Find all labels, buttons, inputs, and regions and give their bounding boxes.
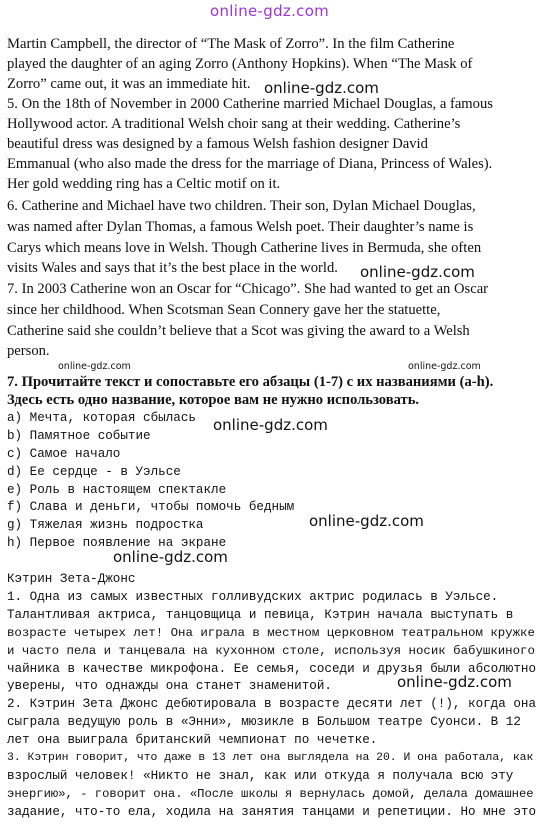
- task-heading-line2: Здесь есть одно название, которое вам не нужно использовать.: [7, 392, 420, 408]
- text-line: задание, что-то ела, ходила на занятия танцами и репетиции. Но мне это: [7, 805, 537, 819]
- task-heading-line1: 7. Прочитайте текст и сопоставьте его абзацы (1-7) с их названиями (a-h).: [7, 374, 494, 390]
- text-line: 6. Catherine and Michael have two children. Their son, Dylan Michael Douglas,: [7, 198, 476, 214]
- option-b: b) Памятное событие: [7, 429, 151, 443]
- watermark: online-gdz.com: [264, 79, 379, 97]
- watermark: online-gdz.com: [408, 361, 481, 372]
- text-line: 1. Одна из самых известных голливудских актрис родилась в Уэльсе.: [7, 590, 499, 604]
- text-line: played the daughter of an aging Zorro (Anthony Hopkins). When “The Mask of: [7, 56, 473, 72]
- text-line: 2. Кэтрин Зета Джонс дебютировала в возрасте десяти лет (!), когда она: [7, 697, 537, 711]
- option-c: c) Самое начало: [7, 447, 121, 461]
- text-line: Zorro” came out, it was an immediate hit.: [7, 76, 251, 92]
- text-line: энергию», - говорит она. «После школы я вернулась домой, делала домашнее: [7, 787, 534, 801]
- text-line: Her gold wedding ring has a Celtic motif on it.: [7, 176, 281, 192]
- text-line: чайника в качестве микрофона. Ее семья, соседи и друзья были абсолютно: [7, 662, 537, 676]
- option-d: d) Ее сердце - в Уэльсе: [7, 465, 181, 479]
- option-e: e) Роль в настоящем спектакле: [7, 483, 227, 497]
- text-line: уверены, что однажды она станет знаменитой.: [7, 679, 332, 693]
- text-line: beautiful dress was designed by a famous Welsh fashion designer David: [7, 136, 428, 152]
- option-h: h) Первое появление на экране: [7, 536, 227, 550]
- text-line: Emmanual (who also made the dress for the marriage of Diana, Princess of Wales).: [7, 156, 493, 172]
- text-line: взрослый человек! «Никто не знал, как или откуда я получала всю эту: [7, 769, 514, 783]
- text-line: Martin Campbell, the director of “The Mask of Zorro”. In the film Catherine: [7, 36, 455, 52]
- watermark: online-gdz.com: [397, 673, 512, 691]
- text-line: was named after Dylan Thomas, a famous Welsh poet. Their daughter’s name is: [7, 219, 474, 235]
- watermark: online-gdz.com: [360, 263, 475, 281]
- text-line: Carys which means love in Welsh. Though Catherine lives in Bermuda, she often: [7, 240, 482, 256]
- text-line: 7. In 2003 Catherine won an Oscar for “Chicago”. She had wanted to get an Oscar: [7, 281, 489, 297]
- text-line: и часто пела и танцевала на кухонном столе, используя носик бабушкиного: [7, 644, 535, 658]
- text-line: Catherine said she couldn’t believe that a Scot was giving the award to a Welsh: [7, 323, 470, 339]
- text-line: visits Wales and says that it’s the best place in the world.: [7, 260, 338, 276]
- option-g: g) Тяжелая жизнь подростка: [7, 518, 204, 532]
- text-line: since her childhood. When Scotsman Sean Connery gave her the statuette,: [7, 302, 441, 318]
- text-line: лет она выиграла британский чемпионат по чечетке.: [7, 733, 378, 747]
- watermark: online-gdz.com: [113, 548, 228, 566]
- watermark: online-gdz.com: [309, 512, 424, 530]
- text-line: возрасте четырех лет! Она играла в местном церковном театральном кружке: [7, 626, 535, 640]
- text-line: сыграла ведущую роль в «Энни», мюзикле в Большом театре Суонси. В 12: [7, 715, 521, 729]
- text-line: Талантливая актриса, танцовщица и певица, Кэтрин начала выступать в: [7, 608, 514, 622]
- text-line: 3. Кэтрин говорит, что даже в 13 лет она выглядела на 20. И она работала, как: [7, 752, 534, 764]
- header-watermark: online-gdz.com: [210, 2, 330, 20]
- text-line: person.: [7, 343, 50, 359]
- watermark: online-gdz.com: [58, 361, 131, 372]
- russian-title: Кэтрин Зета-Джонс: [7, 572, 136, 586]
- text-line: Hollywood actor. A traditional Welsh choir sang at their wedding. Catherine’s: [7, 116, 461, 132]
- option-a: a) Мечта, которая сбылась: [7, 411, 196, 425]
- option-f: f) Слава и деньги, чтобы помочь бедным: [7, 500, 295, 514]
- text-line: 5. On the 18th of November in 2000 Catherine married Michael Douglas, a famous: [7, 96, 493, 112]
- watermark: online-gdz.com: [213, 416, 328, 434]
